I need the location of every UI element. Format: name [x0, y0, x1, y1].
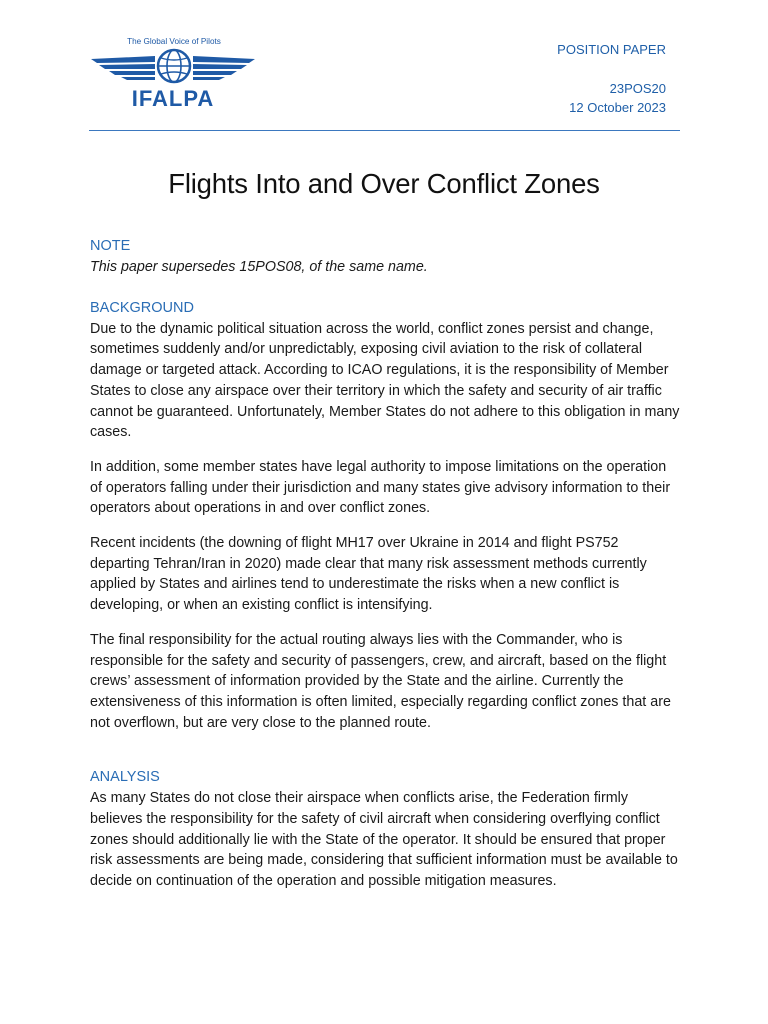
header-divider	[89, 130, 680, 131]
note-section	[90, 236, 680, 278]
note-heading: NOTE	[90, 238, 131, 254]
document-type: POSITION PAPER	[557, 42, 666, 57]
document-number: 23POS20	[609, 81, 666, 96]
logo-tagline: The Global Voice of Pilots	[127, 37, 221, 46]
background-paragraph: The final responsibility for the actual routing always lies with the Commander, who is responsible for the safety and security of passengers, crew, and aircraft, based on the flight crews’ assessment of information provided by the State and the airline. Currently the extensiveness of this information is often limited, especially regarding conflict zones that are not overflown, but are very close to the planned route.	[90, 631, 671, 731]
page-title: Flights Into and Over Conflict Zones	[168, 168, 600, 199]
background-paragraph: In addition, some member states have legal authority to impose limitations on the operation of operators falling under their jurisdiction and many states give advisory information to their operators about operations in and over conflict zones.	[90, 458, 671, 517]
analysis-heading: ANALYSIS	[90, 769, 160, 786]
background-paragraph: Recent incidents (the downing of flight MH17 over Ukraine in 2014 and flight PS752 departing Tehran/Iran in 2020) made clear that many risk assessment methods currently applied by States and airlines tend to underestimate the risks when a new conflict is developing, or when an existing conflict is intensifying.	[90, 535, 647, 614]
background-section	[90, 298, 680, 734]
background-heading: BACKGROUND	[90, 299, 194, 316]
analysis-section	[90, 767, 680, 892]
document-meta	[557, 40, 666, 117]
document-date: 12 October 2023	[569, 100, 666, 115]
background-paragraph: Due to the dynamic political situation across the world, conflict zones persist and change, sometimes suddenly and/or unpredictably, exposing civil aviation to the risk of collateral damage or targeted attack. According to ICAO regulations, it is the responsibility of Member States to close any airspace over their territory in which the safety and security of air traffic cannot be guaranteed. Unfortunately, Member States do not adhere to this obligation in many cases.	[90, 320, 680, 441]
document-body	[90, 236, 680, 892]
note-text: This paper supersedes 15POS08, of the same name.	[90, 259, 428, 275]
ifalpa-logo	[89, 34, 257, 114]
analysis-paragraph: As many States do not close their airspace when conflicts arise, the Federation firmly believes the responsibility for the safety of civil aircraft when considering overflying conflict zones should additionally lie with the State of the operator. It should be ensured that proper risk assessments are being made, considering that sufficient information must be available to decide on continuation of the operation and possible mitigation measures.	[90, 790, 678, 890]
logo-wordmark: IFALPA	[131, 86, 215, 111]
